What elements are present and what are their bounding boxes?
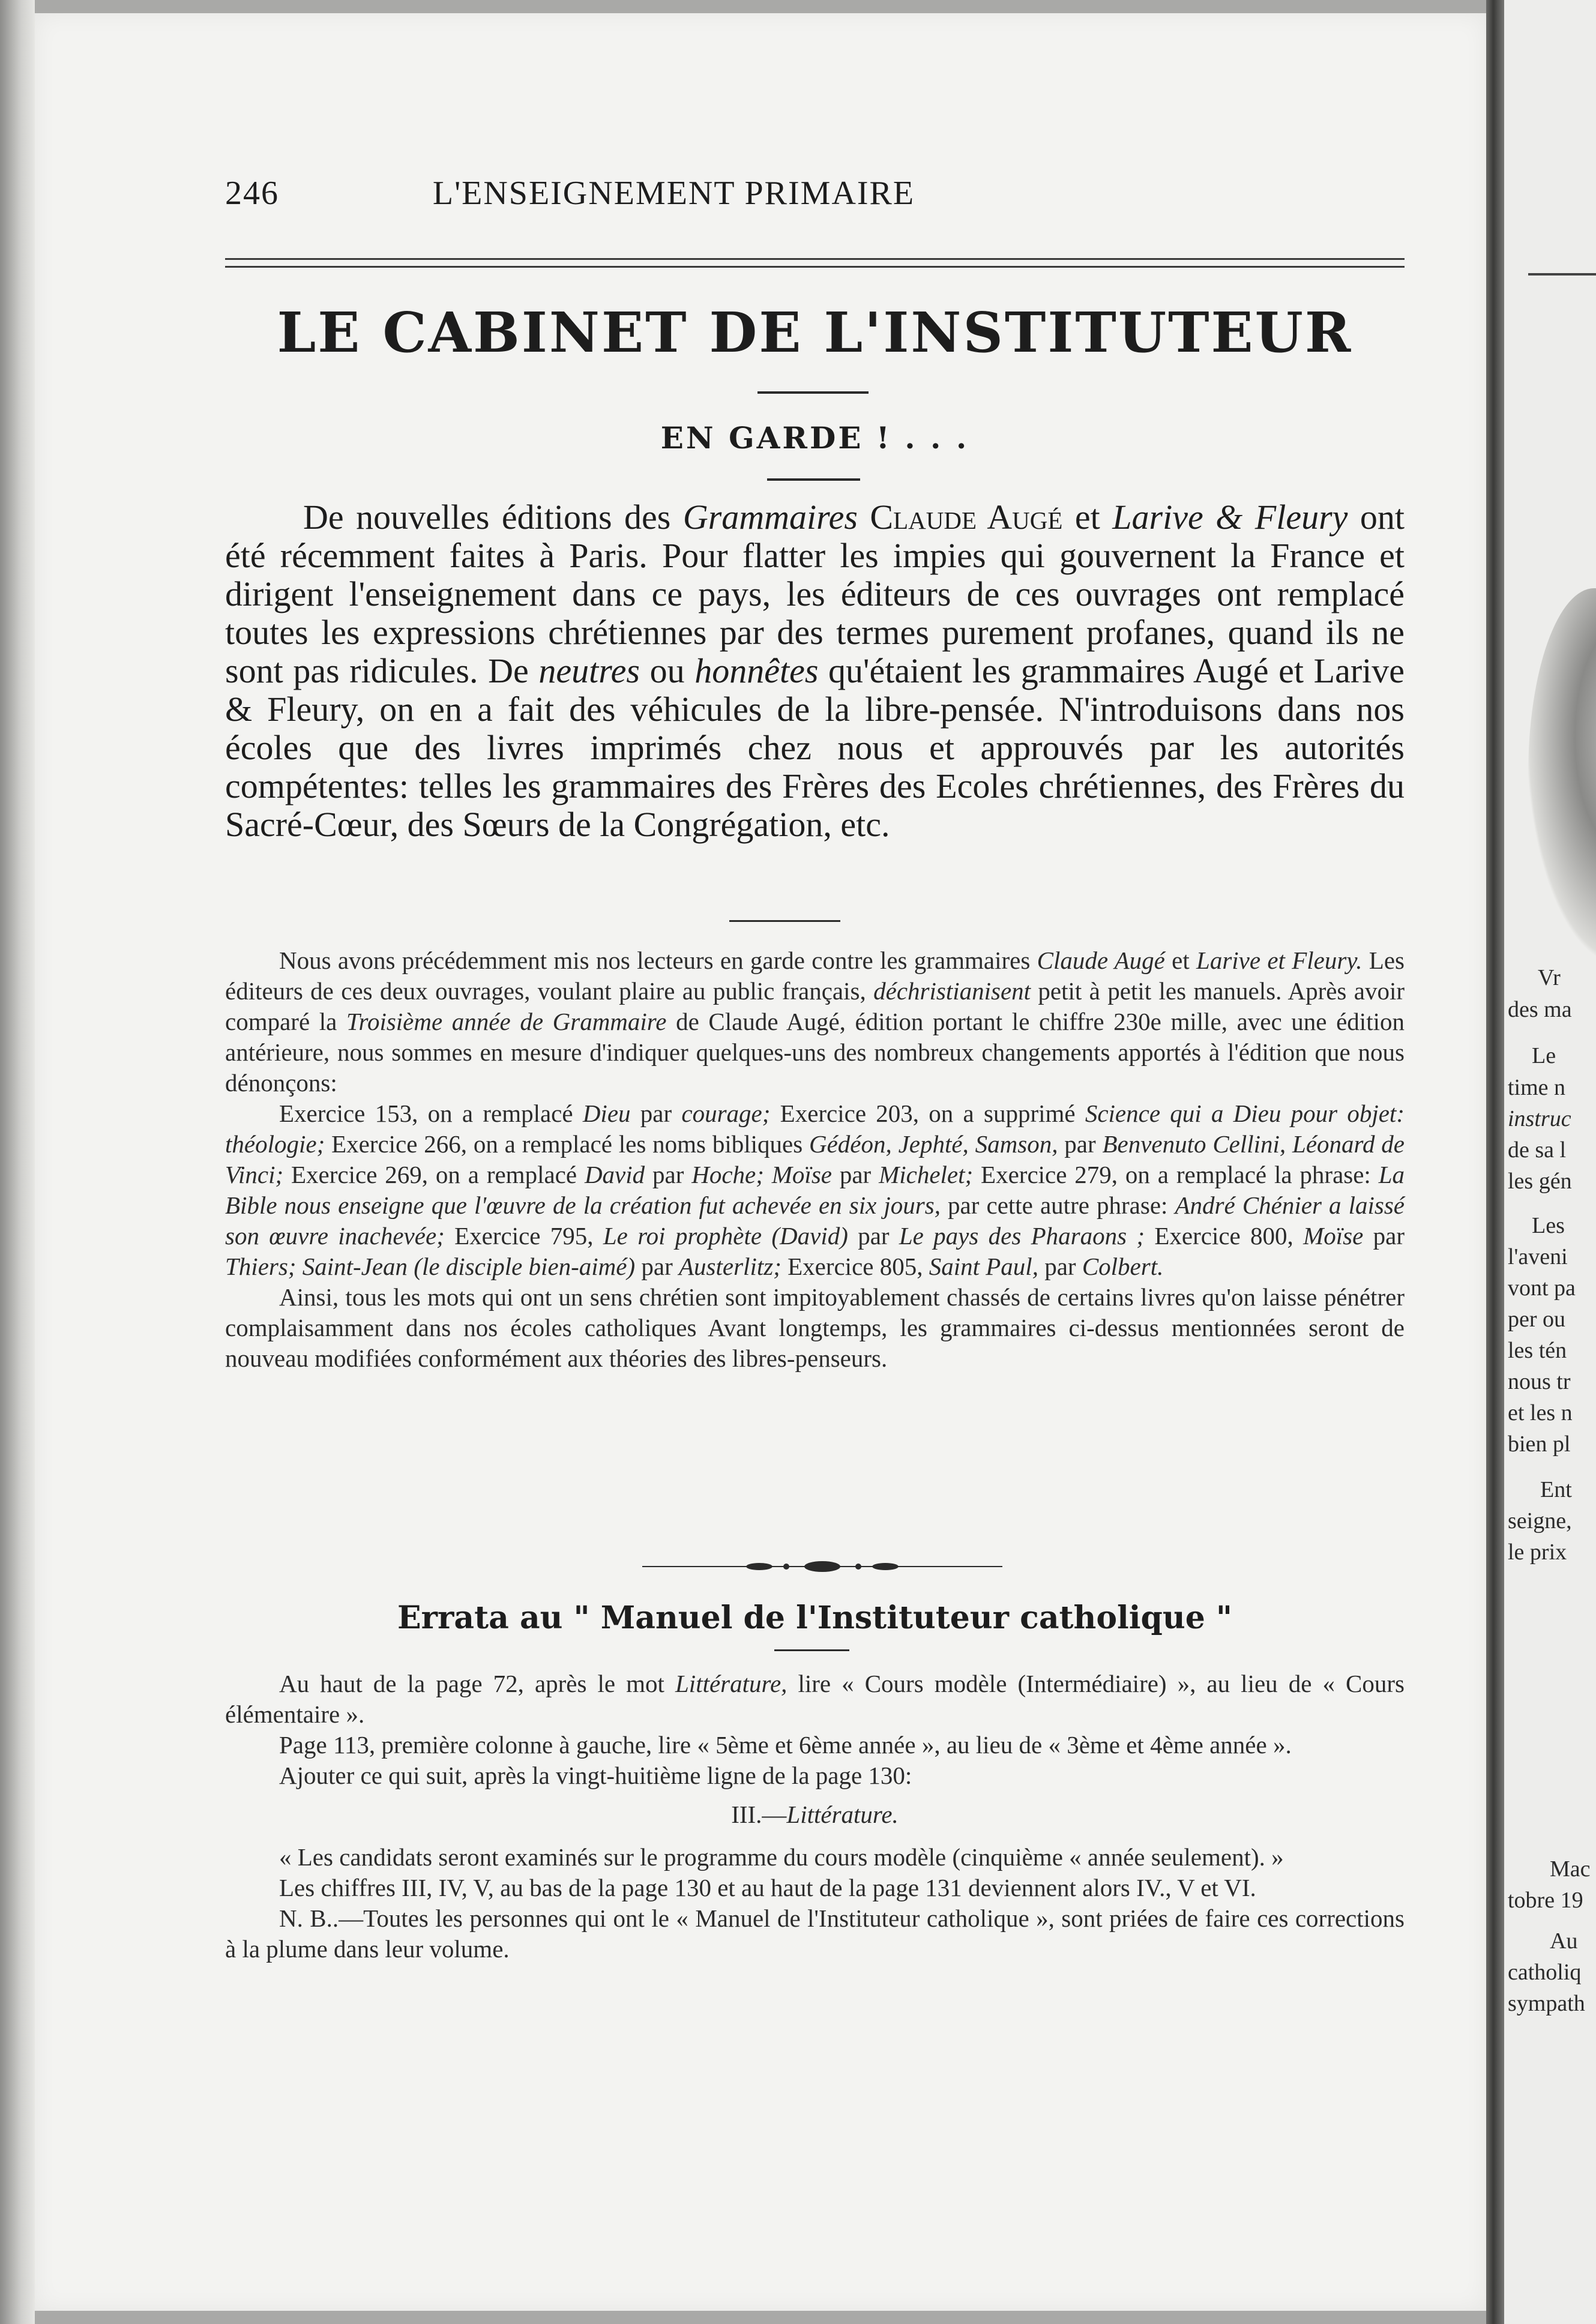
subtitle-divider — [767, 478, 860, 481]
neighbor-fragment: et les n — [1508, 1400, 1573, 1425]
author-smallcaps: Claude Augé — [870, 498, 1063, 537]
neighbor-fragment: Les — [1532, 1213, 1565, 1238]
neighbor-rule — [1528, 273, 1596, 275]
neighbor-fragment: tobre 19 — [1508, 1888, 1583, 1913]
errata-paragraph-2: Page 113, première colonne à gauche, lire « 5ème et 6ème année », au lieu de « 3ème et 4ème année ». — [279, 1731, 1292, 1759]
errata-paragraph-5: Les chiffres III, IV, V, au bas de la page 130 et au haut de la page 131 deviennent alors IV., V et VI. — [279, 1874, 1256, 1901]
running-title: L'ENSEIGNEMENT PRIMAIRE — [432, 175, 915, 212]
neighbor-fragment: le prix — [1508, 1540, 1567, 1565]
notes-block — [225, 945, 1405, 1374]
book-edge-left — [0, 0, 35, 2324]
neighbor-fragment: Ent — [1540, 1477, 1572, 1502]
ornament-divider-icon — [642, 1555, 1002, 1579]
neighbor-fragment: time n — [1508, 1075, 1566, 1100]
lead-divider — [729, 920, 840, 922]
notes-paragraph-2: Exercice 153, on a remplacé Dieu par courage; Exercice 203, on a supprimé Science qui a Dieu pour objet: théologie; Exercice 266, on a remplacé les noms bibliques Gédéon, Jephté, Samson, par Benvenuto Cellini, Léonard de Vinci; Exercice 269, on a remplacé David par Hoche; Moïse par Michelet; Exercice 279, on a remplacé la phrase: La Bible nous enseigne que l'œuvre de la création fut achevée en six jours, par cette autre phrase: André Chénier a laissé son œuvre inachevée; Exercice 795, Le roi prophète (David) par Le pays des Pharaons ; Exercice 800, Moïse par Thiers; Saint-Jean (le disciple bien-aimé) par Austerlitz; Exercice 805, Saint Paul, par Colbert. — [225, 1100, 1405, 1280]
neighbor-fragment: Le — [1532, 1043, 1556, 1068]
errata-title: Errata au " Manuel de l'Instituteur catholique " — [397, 1600, 1232, 1636]
errata-paragraph-6: N. B..—Toutes les personnes qui ont le « Manuel de l'Instituteur catholique », sont priées de faire ces corrections à la plume dans leur volume. — [225, 1904, 1405, 1963]
page-number: 246 — [225, 175, 279, 212]
neighbor-fragment: catholiq — [1508, 1960, 1582, 1985]
neighbor-fragment: Mac — [1550, 1856, 1591, 1882]
header-double-rule — [225, 258, 1405, 268]
neighbor-fragment: l'aveni — [1508, 1244, 1568, 1269]
neighbor-fragment: Vr — [1538, 965, 1561, 990]
errata-section-heading: III.—Littérature. — [731, 1801, 899, 1828]
neighbor-fragment: les gén — [1508, 1169, 1572, 1194]
neighbor-fragment: les tén — [1508, 1338, 1567, 1363]
errata-paragraph-3: Ajouter ce qui suit, après la vingt-huitième ligne de la page 130: — [279, 1762, 912, 1789]
article-subtitle: EN GARDE ! . . . — [660, 420, 969, 456]
errata-block — [225, 1669, 1405, 1964]
running-head — [225, 174, 1122, 210]
errata-paragraph-4: « Les candidats seront examinés sur le programme du cours modèle (cinquième « année seulement). » — [279, 1843, 1284, 1871]
neighbor-fragment: des ma — [1508, 997, 1572, 1022]
title-divider — [757, 391, 869, 394]
neighbor-fragment: de sa l — [1508, 1137, 1567, 1163]
errata-paragraph-1: Au haut de la page 72, après le mot Littérature, lire « Cours modèle (Intermédiaire) », au lieu de « Cours élémentaire ». — [225, 1670, 1405, 1728]
neighbor-fragment: Au — [1550, 1928, 1578, 1954]
lead-paragraph: De nouvelles éditions des Grammaires Claude Augé et Larive & Fleury ont été récemment faites à Paris. Pour flatter les impies qui gouvernent la France et dirigent l'enseignement dans ce pays, les éditeurs de ces ouvrages ont remplacé toutes les expressions chrétiennes par des termes purement profanes, quand ils ne sont pas ridicules. De neutres ou honnêtes qu'étaient les grammaires Augé et Larive & Fleury, on en a fait des véhicules de la libre-pensée. N'introduisons dans nos écoles que des livres imprimés chez nous et approuvés par les autorités compétentes: telles les grammaires des Frères des Ecoles chrétiennes, des Frères du Sacré-Cœur, des Sœurs de la Congrégation, etc. — [225, 498, 1405, 844]
neighbor-fragment: instruc — [1508, 1106, 1571, 1131]
neighbor-page — [1504, 0, 1596, 2324]
errata-divider — [774, 1649, 849, 1651]
neighbor-fragment: sympath — [1508, 1991, 1585, 2016]
article-title: LE CABINET DE L'INSTITUTEUR — [277, 300, 1353, 365]
notes-paragraph-1: Nous avons précédemment mis nos lecteurs en garde contre les grammaires Claude Augé et Larive et Fleury. Les éditeurs de ces deux ouvrages, voulant plaire au public français, déchristianisent petit à petit les manuels. Après avoir comparé la Troisième année de Grammaire de Claude Augé, édition portant le chiffre 230e mille, avec une édition antérieure, nous sommes en mesure d'indiquer quelques-uns des nombreux changements apportés à l'édition que nous dénonçons: — [225, 947, 1405, 1097]
neighbor-fragment: seigne, — [1508, 1508, 1572, 1534]
neighbor-illustration — [1528, 588, 1596, 960]
notes-paragraph-3: Ainsi, tous les mots qui ont un sens chrétien sont impitoyablement chassés de certains livres qu'on laisse pénétrer complaisamment dans nos écoles catholiques Avant longtemps, les grammaires ci-dessus mentionnées seront de nouveau modifiées conformément aux théories des libres-penseurs. — [225, 1283, 1405, 1372]
neighbor-fragment: vont pa — [1508, 1275, 1576, 1301]
neighbor-fragment: nous tr — [1508, 1369, 1571, 1394]
book-gutter — [1486, 0, 1504, 2324]
neighbor-fragment: per ou — [1508, 1307, 1566, 1332]
neighbor-fragment: bien pl — [1508, 1431, 1571, 1457]
